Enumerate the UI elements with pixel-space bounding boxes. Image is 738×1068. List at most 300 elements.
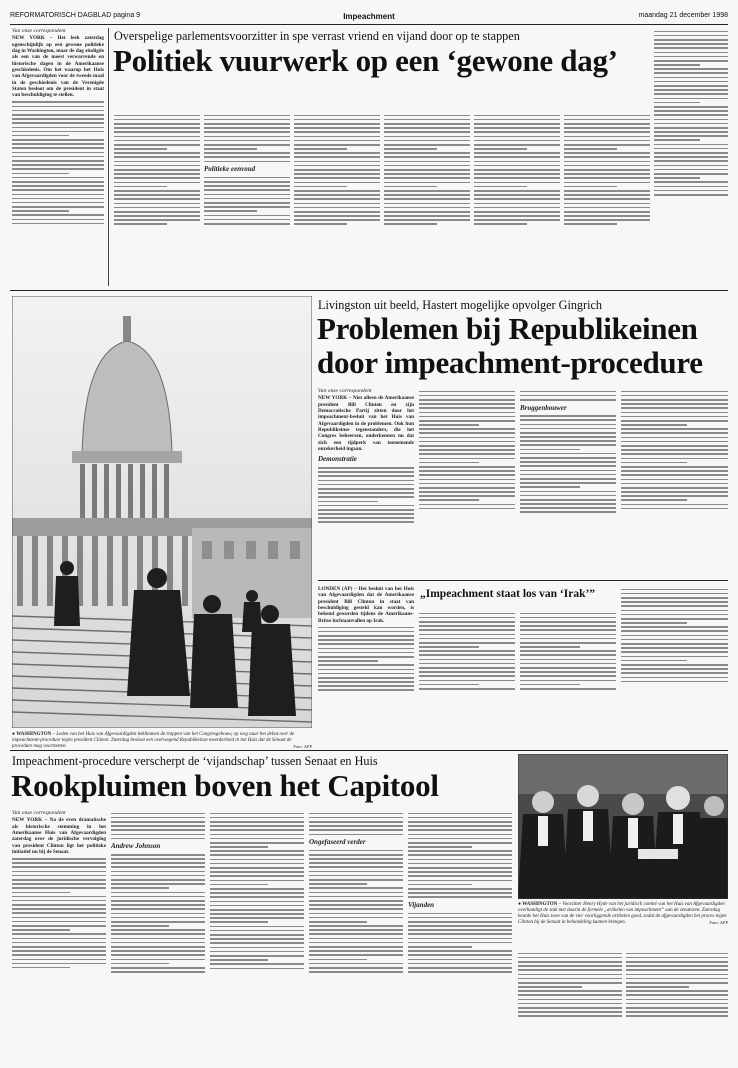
story1-column-6 xyxy=(474,112,560,286)
text-line xyxy=(626,990,728,992)
text-line xyxy=(114,182,200,184)
text-line xyxy=(210,884,268,886)
text-line xyxy=(518,999,622,1001)
text-line xyxy=(294,190,380,192)
text-line xyxy=(12,946,106,948)
text-line xyxy=(210,813,304,815)
text-line xyxy=(384,198,470,200)
text-line xyxy=(626,957,728,959)
text-line xyxy=(419,504,515,506)
text-line xyxy=(520,613,616,615)
text-line xyxy=(408,850,512,852)
text-line xyxy=(520,650,616,652)
text-line xyxy=(12,858,106,860)
text-line xyxy=(408,917,512,919)
text-line xyxy=(474,186,527,188)
text-line xyxy=(309,921,367,923)
text-line xyxy=(318,685,414,687)
text-line xyxy=(520,671,616,673)
text-line xyxy=(309,854,403,856)
text-line xyxy=(294,177,380,179)
text-line xyxy=(654,60,728,62)
text-line xyxy=(309,954,403,956)
text-line xyxy=(309,908,403,910)
text-line xyxy=(204,156,290,158)
text-line xyxy=(654,194,728,196)
text-line xyxy=(654,156,728,158)
text-line xyxy=(474,148,527,150)
text-line xyxy=(318,517,414,519)
text-line xyxy=(114,148,167,150)
text-line xyxy=(408,829,512,831)
text-line xyxy=(111,921,205,923)
text-line xyxy=(654,64,700,66)
text-line xyxy=(12,950,106,952)
text-line xyxy=(419,437,515,439)
text-line xyxy=(318,480,414,482)
text-line xyxy=(419,453,515,455)
text-line xyxy=(204,194,290,196)
text-line xyxy=(621,403,728,405)
text-line xyxy=(654,119,728,121)
text-line xyxy=(204,177,290,179)
text-line xyxy=(12,168,104,170)
text-line xyxy=(621,647,728,649)
text-line xyxy=(621,656,728,658)
text-line xyxy=(518,1011,622,1013)
text-line xyxy=(621,391,728,393)
text-line xyxy=(564,131,650,133)
text-line xyxy=(204,161,290,163)
text-line xyxy=(12,871,106,873)
text-line xyxy=(419,487,515,489)
text-line xyxy=(318,677,414,679)
text-line xyxy=(520,621,616,623)
text-line xyxy=(114,169,200,171)
text-line xyxy=(309,825,403,827)
story1-kicker: Overspelige parlementsvoorzitter in spe verrast vriend en vijand door op te stappen xyxy=(114,29,520,43)
text-line xyxy=(384,140,470,142)
story1-headline: Politiek vuurwerk op een ‘gewone dag’ xyxy=(113,43,618,78)
text-line xyxy=(518,1003,622,1005)
text-line xyxy=(309,829,403,831)
text-line xyxy=(520,654,616,656)
text-line xyxy=(309,925,403,927)
text-line xyxy=(309,821,403,823)
text-line xyxy=(626,1003,728,1005)
text-line xyxy=(318,627,414,629)
text-line xyxy=(621,412,728,414)
text-line xyxy=(12,198,104,200)
text-line xyxy=(520,424,616,426)
text-line xyxy=(474,182,560,184)
text-line xyxy=(520,663,616,665)
text-line xyxy=(294,148,347,150)
text-line xyxy=(518,961,622,963)
text-line xyxy=(309,883,367,885)
text-line xyxy=(520,486,580,488)
text-line xyxy=(419,634,515,636)
text-line xyxy=(12,917,106,919)
text-line xyxy=(408,942,512,944)
text-line xyxy=(654,93,728,95)
text-line xyxy=(408,892,512,894)
text-line xyxy=(111,963,169,965)
caption-text: Leden van het Huis van Afgevaardigden beklimmen de trappen van het Congresgebouw, op weg naar het debat over de impeachment-procedure tegen president Clinton. Zaterdag besloot een overwegend Republikeinse meerderheid in het Huis dat de Senaat de procedure mag voortzetten. xyxy=(12,732,295,749)
text-line xyxy=(408,817,512,819)
text-line xyxy=(474,203,560,205)
text-line xyxy=(111,858,205,860)
text-line xyxy=(621,660,687,662)
text-line xyxy=(318,505,414,507)
text-line xyxy=(621,462,687,464)
story4-headline: Rookpluimen boven het Capitool xyxy=(11,768,439,803)
caption-marker-2: ● xyxy=(518,902,523,907)
text-line xyxy=(309,963,403,965)
text-line xyxy=(309,871,403,873)
text-line xyxy=(204,119,290,121)
text-line xyxy=(294,211,380,213)
text-line xyxy=(12,160,104,162)
text-line xyxy=(621,681,728,683)
text-line xyxy=(318,689,414,691)
text-line xyxy=(419,688,515,690)
text-line xyxy=(384,119,470,121)
text-line xyxy=(294,136,380,138)
text-line xyxy=(564,165,650,167)
text-line xyxy=(210,892,304,894)
text-line xyxy=(419,483,515,485)
text-line xyxy=(111,917,205,919)
text-line xyxy=(12,152,104,154)
text-line xyxy=(114,115,200,117)
text-line xyxy=(419,399,515,401)
text-line xyxy=(419,420,515,422)
text-line xyxy=(12,143,104,145)
text-line xyxy=(294,186,347,188)
text-line xyxy=(419,667,515,669)
text-line xyxy=(384,169,470,171)
text-line xyxy=(12,101,104,103)
text-line xyxy=(309,942,403,944)
text-line xyxy=(408,825,512,827)
text-line xyxy=(408,963,512,965)
text-line xyxy=(408,842,512,844)
text-line xyxy=(309,959,367,961)
text-line xyxy=(520,646,580,648)
text-line xyxy=(111,913,205,915)
text-line xyxy=(419,462,479,464)
text-line xyxy=(654,39,728,41)
text-line xyxy=(114,127,200,129)
text-line xyxy=(384,144,470,146)
story2-headline-line1: Problemen bij Republikeinen xyxy=(317,311,698,346)
text-line xyxy=(419,407,515,409)
text-line xyxy=(518,957,622,959)
text-line xyxy=(564,207,650,209)
text-line xyxy=(114,152,200,154)
text-line xyxy=(204,131,290,133)
text-line xyxy=(621,601,728,603)
text-line xyxy=(621,449,728,451)
text-line xyxy=(12,185,104,187)
text-line xyxy=(621,605,728,607)
text-line xyxy=(204,144,290,146)
text-line xyxy=(204,148,257,150)
text-line xyxy=(518,994,622,996)
text-line xyxy=(621,630,728,632)
text-line xyxy=(12,967,70,969)
text-line xyxy=(419,474,515,476)
text-line xyxy=(474,177,560,179)
text-line xyxy=(294,207,380,209)
story1-intro-column xyxy=(12,28,104,286)
text-line xyxy=(12,219,104,221)
text-line xyxy=(419,495,515,497)
text-line xyxy=(520,449,580,451)
text-line xyxy=(12,963,106,965)
issue-date: maandag 21 december 1998 xyxy=(638,12,728,19)
text-line xyxy=(520,453,616,455)
text-line xyxy=(654,114,728,116)
text-line xyxy=(12,147,104,149)
text-line xyxy=(294,194,380,196)
text-line xyxy=(210,951,304,953)
text-line xyxy=(520,634,616,636)
text-line xyxy=(12,938,106,940)
text-line xyxy=(210,930,304,932)
text-line xyxy=(309,817,403,819)
text-line xyxy=(384,190,470,192)
text-line xyxy=(294,140,380,142)
text-line xyxy=(12,223,104,225)
text-line xyxy=(384,127,470,129)
text-line xyxy=(309,971,403,973)
text-line xyxy=(318,501,378,503)
text-line xyxy=(621,643,728,645)
text-line xyxy=(111,954,205,956)
text-line xyxy=(318,484,414,486)
text-line xyxy=(408,933,512,935)
text-line xyxy=(654,139,700,141)
text-line xyxy=(210,846,268,848)
text-line xyxy=(654,123,728,125)
text-line xyxy=(621,618,728,620)
text-line xyxy=(309,913,403,915)
story3-title: „Impeachment staat los van ‘Irak’” xyxy=(420,588,596,600)
text-line xyxy=(621,499,687,501)
text-line xyxy=(520,675,616,677)
text-line xyxy=(518,969,622,971)
caption-text-2: Voorzitter Henry Hyde van het juridisch comité van het Huis van Afgevaardigden overhandigt de stuk met daarin de formele „artikelen van impeachment” aan de senatoren. Zaterdag keurde het Huis twee van de vier voorliggende artikelen goed, zodat de afgevaardigden het proces tegen Clinton bij de Senaat in behandeling kunnen brengen. xyxy=(518,902,727,925)
text-line xyxy=(210,942,304,944)
text-line xyxy=(318,467,414,469)
text-line xyxy=(520,667,616,669)
story2-column-1 xyxy=(318,388,414,574)
text-line xyxy=(408,925,512,927)
text-line xyxy=(564,169,650,171)
story2-lead: NEW YORK – Niet alleen de Amerikaanse president Bill Clinton en zijn Democratische Partij zitten door het impeachment-besluit van het Huis van Afgevaardigden in de problemen. Ook hun Republikeinse tegenstanders, die het Congres beheersen, onderkennen nu dat zich een tijdperk van toenemende onzekerheid ingaan. xyxy=(318,395,414,453)
text-line xyxy=(419,617,515,619)
senate-photo-illustration xyxy=(518,754,728,899)
text-line xyxy=(210,880,304,882)
text-line xyxy=(419,395,515,397)
text-line xyxy=(111,925,169,927)
text-line xyxy=(114,156,200,158)
capitol-photo-caption: ● WASHINGTON – Leden van het Huis van Afgevaardigden beklimmen de trappen van het Congresgebouw, op weg naar het debat over de impeachment-procedure tegen president Clinton. Zaterdag besloot een overwegend Republikeinse meerderheid in het Huis dat de Senaat de procedure mag voortzetten. Foto: AFP xyxy=(12,732,312,749)
caption-marker: ● xyxy=(12,732,17,737)
text-line xyxy=(111,834,205,836)
text-line xyxy=(318,656,414,658)
text-line xyxy=(111,871,205,873)
text-line xyxy=(621,626,728,628)
story1-subhead: Politieke eenvoud xyxy=(204,165,256,174)
text-line xyxy=(520,440,616,442)
text-line xyxy=(518,990,622,992)
text-line xyxy=(294,173,380,175)
text-line xyxy=(408,859,512,861)
text-line xyxy=(621,593,728,595)
text-line xyxy=(654,68,728,70)
text-line xyxy=(654,110,728,112)
text-line xyxy=(12,942,106,944)
text-line xyxy=(114,140,200,142)
text-line xyxy=(564,215,650,217)
text-line xyxy=(111,838,205,840)
text-line xyxy=(114,177,200,179)
text-line xyxy=(564,173,650,175)
text-line xyxy=(210,947,304,949)
text-line xyxy=(419,432,515,434)
text-line xyxy=(294,131,380,133)
text-line xyxy=(12,106,104,108)
text-line xyxy=(474,198,560,200)
text-line xyxy=(408,959,512,961)
text-line xyxy=(384,182,470,184)
text-line xyxy=(12,110,104,112)
text-line xyxy=(318,496,414,498)
text-line xyxy=(12,118,104,120)
text-line xyxy=(474,144,560,146)
text-line xyxy=(12,875,106,877)
text-line xyxy=(114,190,200,192)
text-line xyxy=(12,866,106,868)
text-line xyxy=(12,862,106,864)
text-line xyxy=(621,504,728,506)
text-line xyxy=(210,926,304,928)
text-line xyxy=(294,144,380,146)
text-line xyxy=(210,834,304,836)
text-line xyxy=(564,148,617,150)
text-line xyxy=(111,908,205,910)
text-line xyxy=(621,437,728,439)
text-line xyxy=(114,207,200,209)
text-line xyxy=(111,813,205,815)
text-line xyxy=(12,114,104,116)
story2-column-3 xyxy=(520,388,616,574)
text-line xyxy=(654,186,728,188)
text-line xyxy=(621,508,728,510)
text-line xyxy=(654,81,728,83)
text-line xyxy=(626,1011,728,1013)
text-line xyxy=(408,880,512,882)
text-line xyxy=(210,821,304,823)
text-line xyxy=(309,896,403,898)
text-line xyxy=(12,954,106,956)
text-line xyxy=(419,642,515,644)
text-line xyxy=(318,660,378,662)
text-line xyxy=(12,173,69,175)
text-line xyxy=(12,912,106,914)
text-line xyxy=(111,900,205,902)
text-line xyxy=(626,1007,728,1009)
text-line xyxy=(474,140,560,142)
text-line xyxy=(12,206,104,208)
text-line xyxy=(384,194,470,196)
text-line xyxy=(654,152,728,154)
text-line xyxy=(419,449,515,451)
text-line xyxy=(210,955,304,957)
text-line xyxy=(654,89,728,91)
text-line xyxy=(419,663,515,665)
text-line xyxy=(419,479,515,481)
text-line xyxy=(621,610,728,612)
senate-delivery-photo xyxy=(518,754,728,899)
text-line xyxy=(318,509,414,511)
text-line xyxy=(294,156,380,158)
text-line xyxy=(12,122,104,124)
text-line xyxy=(408,884,472,886)
story1-column-3 xyxy=(204,112,290,286)
text-line xyxy=(294,123,380,125)
text-line xyxy=(564,123,650,125)
text-line xyxy=(419,621,515,623)
text-line xyxy=(621,479,728,481)
text-line xyxy=(474,131,560,133)
text-line xyxy=(520,638,616,640)
text-line xyxy=(564,177,650,179)
text-line xyxy=(520,428,616,430)
text-line xyxy=(204,202,290,204)
text-line xyxy=(111,821,205,823)
story4-subhead-2: Ongefaseerd verder xyxy=(309,838,366,847)
text-line xyxy=(621,491,728,493)
text-line xyxy=(12,202,104,204)
text-line xyxy=(12,921,106,923)
text-line xyxy=(294,119,380,121)
text-line xyxy=(520,507,616,509)
text-line xyxy=(12,879,106,881)
text-line xyxy=(520,419,616,421)
text-line xyxy=(520,511,616,513)
text-line xyxy=(654,102,700,104)
text-line xyxy=(408,838,512,840)
text-line xyxy=(318,513,414,515)
text-line xyxy=(419,441,515,443)
text-line xyxy=(294,215,380,217)
text-line xyxy=(621,458,728,460)
text-line xyxy=(318,521,414,523)
text-line xyxy=(408,813,512,815)
text-line xyxy=(111,938,205,940)
text-line xyxy=(12,892,70,894)
story1-column-7 xyxy=(564,112,650,286)
text-line xyxy=(564,194,650,196)
text-line xyxy=(12,164,104,166)
text-line xyxy=(294,169,380,171)
text-line xyxy=(654,177,700,179)
text-line xyxy=(210,968,304,970)
